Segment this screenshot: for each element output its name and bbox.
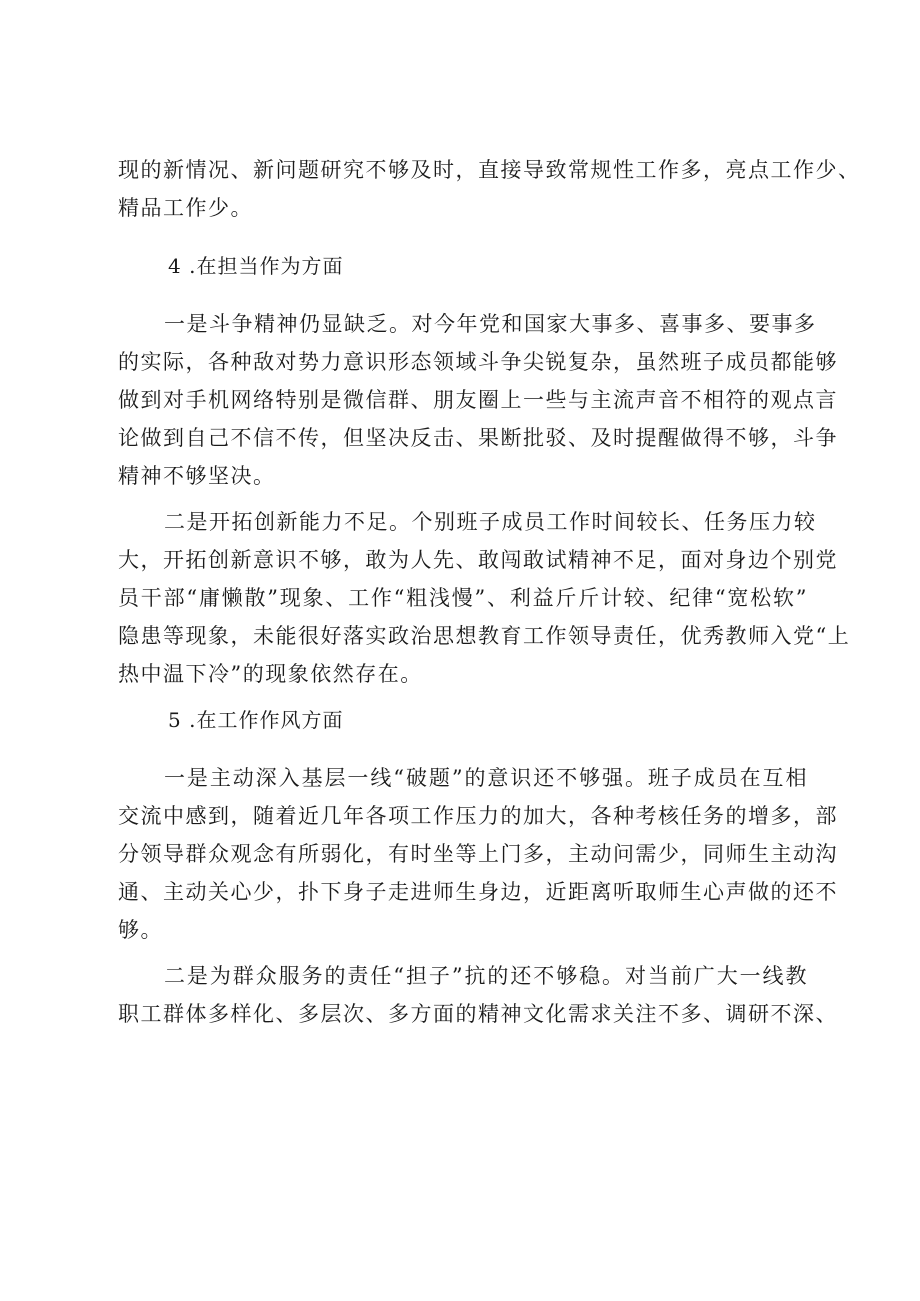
paragraph-grassroots xyxy=(118,759,838,949)
text-line: 现的新情况、新问题研究不够及时，直接导致常规性工作多，亮点工作少、 xyxy=(118,158,861,182)
text-line: 热中温下冷”的现象依然存在。 xyxy=(118,662,423,686)
paragraph-innovation xyxy=(118,503,851,693)
text-line: 职工群体多样化、多层次、多方面的精神文化需求关注不多、调研不深、 xyxy=(118,1002,838,1026)
section-heading-5: 5 .在工作作风方面 xyxy=(168,708,344,732)
text-line: 交流中感到，随着近几年各项工作压力的加大，各种考核任务的增多，部 xyxy=(118,804,838,828)
document-page xyxy=(118,151,861,1033)
paragraph-service xyxy=(118,957,838,1033)
text-line: 精神不够坚决。 xyxy=(118,464,276,488)
text-line: 大，开拓创新意识不够，敢为人先、敢闯敢试精神不足，面对身边个别党 xyxy=(118,548,838,572)
text-line: 员干部“庸懒散”现象、工作“粗浅慢”、利益斤斤计较、纪律“宽松软” xyxy=(118,586,808,610)
text-line: 论做到自己不信不传，但坚决反击、果断批驳、及时提醒做得不够，斗争 xyxy=(118,426,838,450)
text-line: 二是为群众服务的责任“担子”抗的还不够稳。对当前广大一线教 xyxy=(164,964,808,988)
text-line: 一是主动深入基层一线“破题”的意识还不够强。班子成员在互相 xyxy=(164,766,808,790)
text-line: 通、主动关心少，扑下身子走进师生身边，近距离听取师生心声做的还不 xyxy=(118,880,838,904)
text-line: 做到对手机网络特别是微信群、朋友圈上一些与主流声音不相符的观点言 xyxy=(118,388,838,412)
text-line: 够。 xyxy=(118,918,163,942)
paragraph-struggle-spirit xyxy=(118,305,838,495)
paragraph-continuation xyxy=(118,151,861,227)
section-heading-4: 4 .在担当作为方面 xyxy=(168,254,344,278)
text-line: 的实际，各种敌对势力意识形态领域斗争尖锐复杂，虽然班子成员都能够 xyxy=(118,350,838,374)
text-line: 一是斗争精神仍显缺乏。对今年党和国家大事多、喜事多、要事多 xyxy=(164,312,817,336)
text-line: 精品工作少。 xyxy=(118,196,253,220)
text-line: 隐患等现象，未能很好落实政治思想教育工作领导责任，优秀教师入党“上 xyxy=(118,624,851,648)
text-line: 二是开拓创新能力不足。个别班子成员工作时间较长、任务压力较 xyxy=(164,510,817,534)
text-line: 分领导群众观念有所弱化，有时坐等上门多，主动问需少，同师生主动沟 xyxy=(118,842,838,866)
